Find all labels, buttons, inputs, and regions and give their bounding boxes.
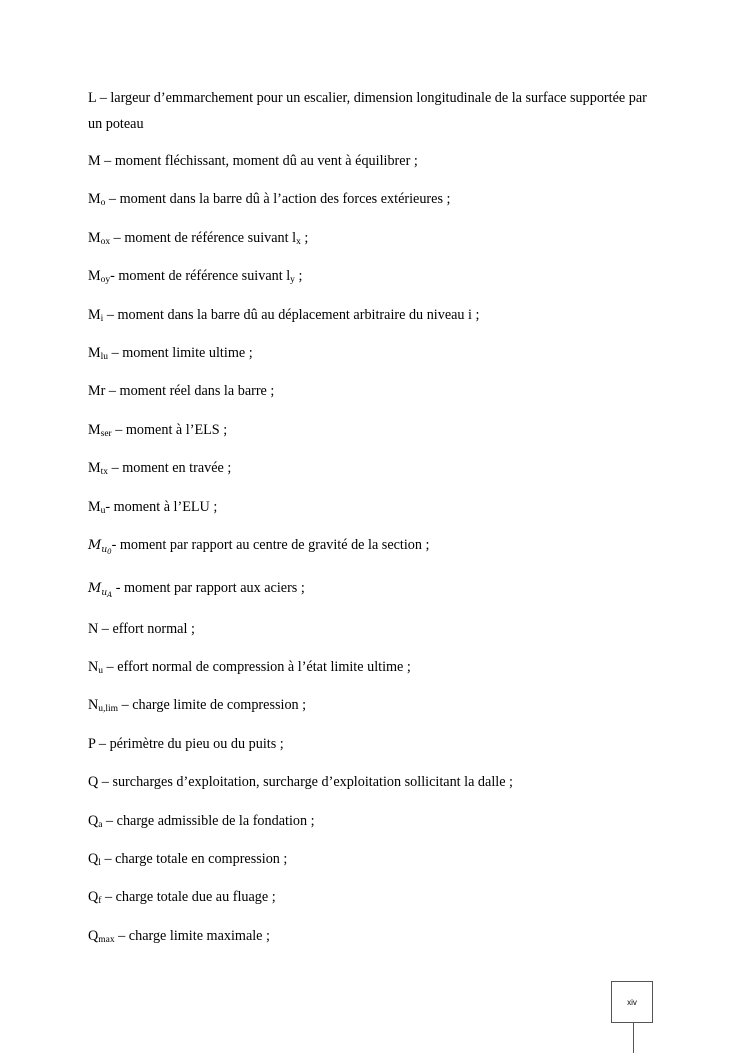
symbol-subscript: u	[100, 506, 106, 516]
page-number-divider	[633, 1023, 634, 1053]
entry-Q	[88, 769, 668, 795]
symbol-subscript: ox	[100, 237, 111, 247]
definition: – moment de référence suivant l	[110, 230, 297, 246]
definition-subscript: x	[296, 237, 301, 247]
entry-N	[88, 616, 668, 642]
symbol-subscript: i	[100, 314, 104, 324]
symbol: Q	[88, 774, 99, 790]
definition: – périmètre du pieu ou du puits ;	[95, 736, 284, 752]
entry-MuA	[88, 575, 668, 608]
symbol-subscript: max	[98, 935, 115, 945]
definition: – moment fléchissant, moment dû au vent à équilibrer ;	[100, 153, 418, 169]
definition: - moment par rapport aux aciers ;	[112, 580, 305, 596]
symbol: M	[88, 460, 101, 476]
entry-Mox	[88, 225, 668, 255]
entry-Qf	[88, 884, 668, 914]
symbol-subscript: ser	[100, 429, 112, 439]
definition: – effort normal ;	[98, 621, 195, 637]
definition-tail: ;	[294, 268, 303, 284]
definition: - moment à l’ELU ;	[105, 499, 218, 515]
definition: – effort normal de compression à l’état limite ultime ;	[103, 659, 411, 675]
symbol-subscript: oy	[100, 275, 111, 285]
symbol-subscript: f	[98, 896, 102, 906]
entry-Moy	[88, 263, 668, 293]
symbol-subscript: lu	[100, 352, 109, 362]
definition: - moment de référence suivant l	[110, 268, 291, 284]
entry-Ql	[88, 846, 668, 876]
entry-Qa	[88, 808, 668, 838]
entry-Mtx	[88, 455, 668, 485]
entry-M	[88, 148, 668, 174]
entry-Qmax	[88, 923, 668, 953]
definition: – moment dans la barre dû au déplacement arbitraire du niveau i ;	[103, 307, 480, 323]
entry-Mser	[88, 417, 668, 447]
definition: – largeur d’emmarchement pour un escalier, dimension longitudinale de la surface supportée par un poteau	[88, 90, 647, 132]
definition: – charge totale due au fluage ;	[101, 889, 276, 905]
symbol: L	[88, 90, 97, 106]
symbol: N	[88, 659, 99, 675]
definition: – moment dans la barre dû à l’action des forces extérieures ;	[105, 191, 451, 207]
symbol-subscript: l	[98, 858, 101, 868]
entry-Mlu	[88, 340, 668, 370]
symbol: M	[88, 153, 101, 169]
math-symbol: $M_{u_0}$	[88, 538, 112, 556]
definition: – moment réel dans la barre ;	[105, 383, 275, 399]
entry-Mu	[88, 494, 668, 524]
symbol: M	[88, 422, 101, 438]
definition: – charge limite de compression ;	[118, 697, 307, 713]
math-symbol: $M_{u_A}$	[88, 581, 113, 599]
symbol: Q	[88, 851, 99, 867]
entry-Mr	[88, 378, 668, 404]
entry-Nulim	[88, 692, 668, 722]
definition: – moment en travée ;	[108, 460, 232, 476]
symbol-subscript: o	[100, 198, 106, 208]
symbol-subscript: tx	[100, 467, 109, 477]
definition-tail: ;	[300, 230, 309, 246]
definition-subscript: y	[290, 275, 295, 285]
entry-P	[88, 731, 668, 757]
definition: – surcharges d’exploitation, surcharge d’exploitation sollicitant la dalle ;	[98, 774, 513, 790]
symbol: Q	[88, 928, 99, 944]
entry-Nu	[88, 654, 668, 684]
symbol: M	[88, 345, 101, 361]
symbol: N	[88, 621, 99, 637]
symbol: Q	[88, 889, 99, 905]
definition: – charge limite maximale ;	[114, 928, 270, 944]
entry-Mu0	[88, 532, 668, 565]
symbol-subscript: u,lim	[98, 704, 119, 714]
symbol: N	[88, 697, 99, 713]
symbol: M	[88, 191, 101, 207]
symbol-subscript: u	[98, 666, 103, 676]
page-number-box	[611, 981, 653, 1023]
definition: - moment par rapport au centre de gravité de la section ;	[111, 537, 430, 553]
symbol: Q	[88, 813, 99, 829]
entry-L	[88, 85, 660, 137]
symbol-subscript: a	[98, 820, 103, 830]
entry-Mi	[88, 302, 668, 332]
definition: – charge totale en compression ;	[100, 851, 288, 867]
definition: – moment limite ultime ;	[108, 345, 253, 361]
symbol: Mr	[88, 383, 106, 399]
symbol: P	[88, 736, 96, 752]
symbol: M	[88, 268, 101, 284]
definition: – charge admissible de la fondation ;	[102, 813, 315, 829]
entry-Mo	[88, 186, 668, 216]
symbol: M	[88, 307, 101, 323]
symbol: M	[88, 230, 101, 246]
symbol: M	[88, 499, 101, 515]
definition: – moment à l’ELS ;	[111, 422, 228, 438]
page-number: xiv	[627, 997, 637, 1007]
